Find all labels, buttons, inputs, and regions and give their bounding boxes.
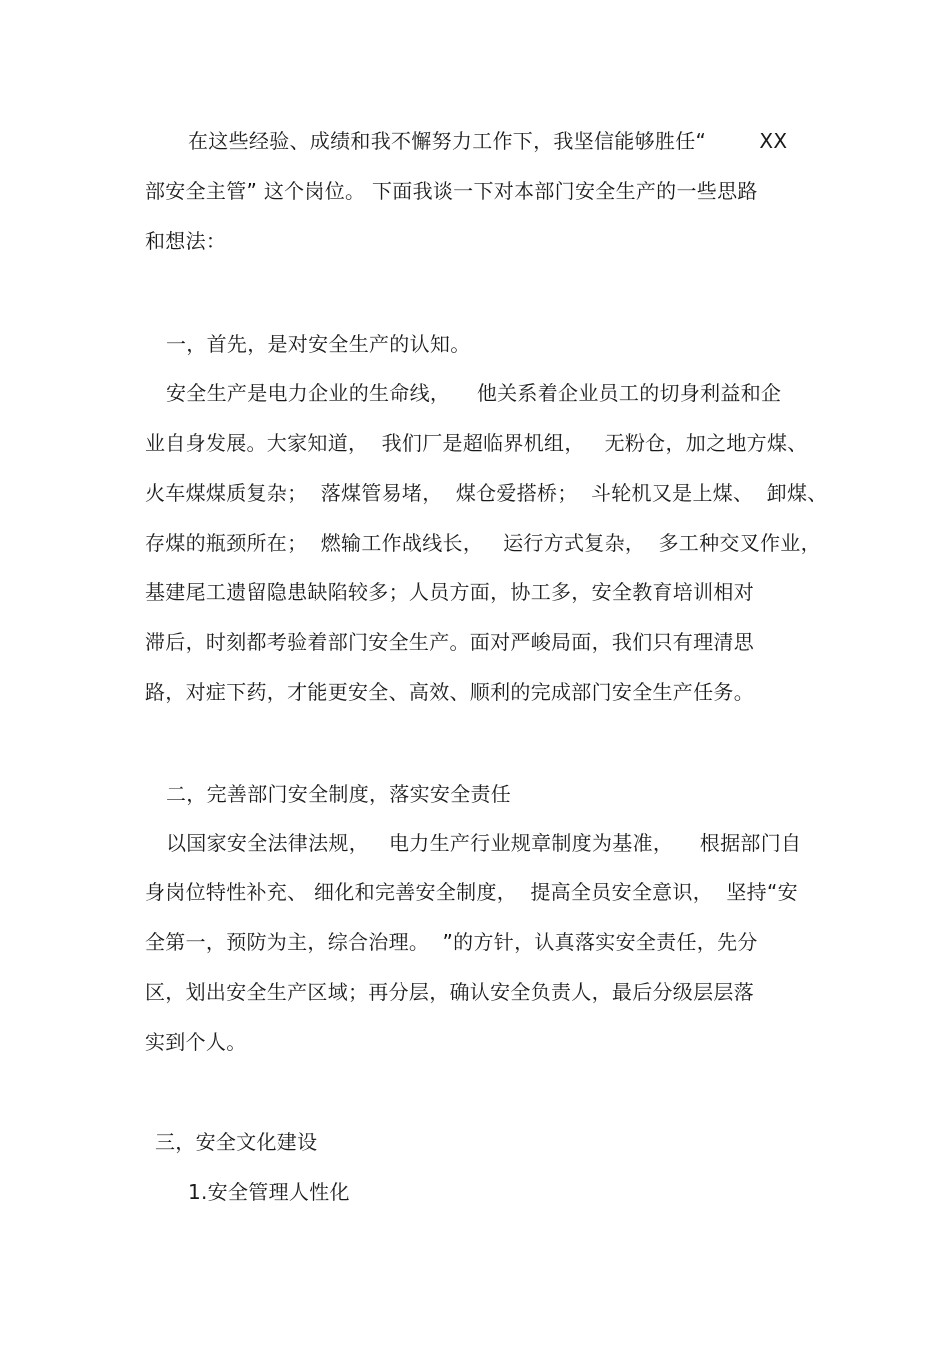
paragraph-line: 滞后，时刻都考验着部门安全生产。面对严峻局面，我们只有理清思 [145, 630, 754, 654]
paragraph-line: 存煤的瓶颈所在； 燃输工作战线长， 运行方式复杂， 多工种交叉作业， [145, 531, 821, 555]
subsection-heading: 1.安全管理人性化 [188, 1180, 350, 1204]
paragraph-line: 全第一，预防为主，综合治理。 ”的方针，认真落实安全责任，先分 [145, 930, 758, 954]
paragraph-line: 在这些经验、成绩和我不懈努力工作下，我坚信能够胜任“ XX [188, 129, 788, 153]
paragraph-line: 路，对症下药，才能更安全、高效、顺利的完成部门安全生产任务。 [145, 680, 754, 704]
section-heading-3: 三，安全文化建设 [155, 1130, 318, 1154]
paragraph-line: 安全生产是电力企业的生命线， 他关系着企业员工的切身利益和企 [166, 381, 782, 405]
paragraph-line: 火车煤煤质复杂； 落煤管易堵， 煤仓爱搭桥； 斗轮机又是上煤、 卸煤、 [145, 481, 828, 505]
paragraph-line: 身岗位特性补充、 细化和完善安全制度， 提高全员安全意识， 坚持“安 [145, 880, 798, 904]
paragraph-line: 基建尾工遗留隐患缺陷较多；人员方面，协工多，安全教育培训相对 [145, 580, 754, 604]
paragraph-line: 业自身发展。大家知道， 我们厂是超临界机组， 无粉仓，加之地方煤、 [145, 431, 808, 455]
paragraph-line: 以国家安全法律法规， 电力生产行业规章制度为基准， 根据部门自 [166, 831, 802, 855]
section-heading-2: 二，完善部门安全制度，落实安全责任 [166, 782, 512, 806]
paragraph-line: 区，划出安全生产区域；再分层，确认安全负责人，最后分级层层落 [145, 980, 754, 1004]
section-heading-1: 一，首先，是对安全生产的认知。 [166, 332, 471, 356]
paragraph-line: 部安全主管” 这个岗位。 下面我谈一下对本部门安全生产的一些思路 [145, 179, 758, 203]
paragraph-line: 实到个人。 [145, 1030, 247, 1054]
paragraph-line: 和想法： [145, 229, 227, 253]
